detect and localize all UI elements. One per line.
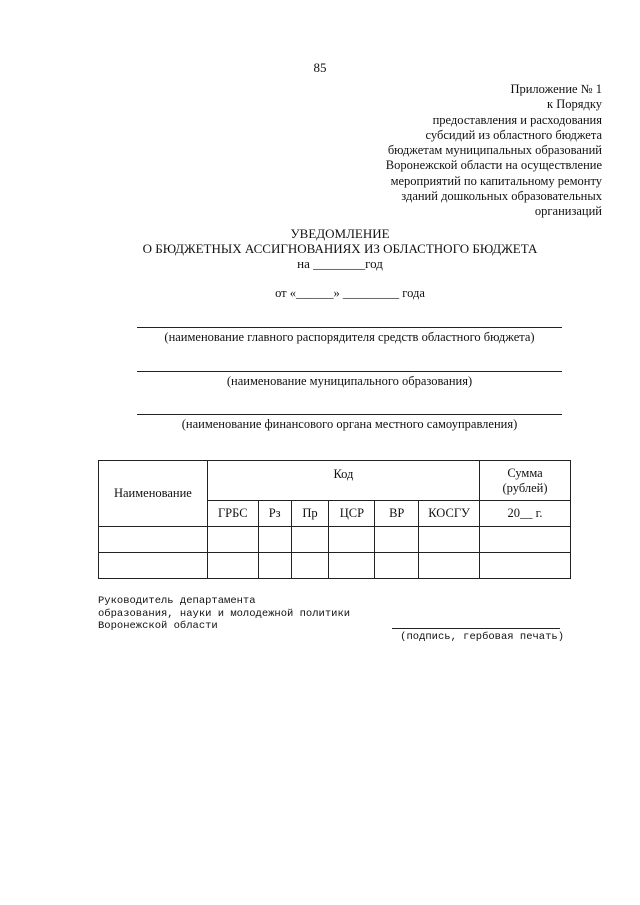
appendix-line: субсидий из областного бюджета (425, 127, 602, 142)
document-title (0, 226, 640, 271)
appendix-line: к Порядку (547, 97, 602, 112)
main-manager-line (137, 327, 562, 328)
table-cell[interactable] (329, 553, 375, 579)
code-column-header: ВР (375, 501, 419, 527)
table-cell[interactable] (99, 527, 208, 553)
header-code-cell: Код (207, 461, 479, 501)
budget-table (98, 460, 571, 579)
signature-block (98, 595, 350, 633)
appendix-line: организаций (534, 204, 602, 219)
code-column-header: ГРБС (207, 501, 258, 527)
sum-year-header: 20__ г. (480, 501, 571, 527)
table-cell[interactable] (258, 527, 291, 553)
municipality-caption: (наименование муниципального образования) (226, 374, 473, 388)
appendix-header (302, 82, 602, 220)
table-cell[interactable] (375, 527, 419, 553)
table-cell[interactable] (207, 527, 258, 553)
table-cell[interactable] (419, 527, 480, 553)
table-cell[interactable] (329, 527, 375, 553)
table-header-row (99, 461, 571, 501)
title-line-year: на ________год (297, 256, 383, 271)
table-cell[interactable] (99, 553, 208, 579)
title-line-subject: О БЮДЖЕТНЫХ АССИГНОВАНИЯХ ИЗ ОБЛАСТНОГО БЮДЖЕТА (142, 241, 538, 256)
financial-body-line (137, 414, 562, 415)
signatory-line: Воронежской области (98, 620, 218, 632)
code-column-header: Рз (258, 501, 291, 527)
table-cell[interactable] (480, 527, 571, 553)
table-cell[interactable] (258, 553, 291, 579)
table-cell[interactable] (291, 527, 329, 553)
table-cell[interactable] (480, 553, 571, 579)
date-line: от «______» _________ года (275, 286, 425, 300)
appendix-line: предоставления и расходования (432, 112, 602, 127)
signature-line (392, 628, 560, 629)
table-cell[interactable] (419, 553, 480, 579)
municipality-line (137, 371, 562, 372)
appendix-line: бюджетам муниципальных образований (387, 143, 602, 158)
appendix-line: Воронежской области на осуществление (385, 158, 602, 173)
header-name-cell: Наименование (99, 461, 208, 527)
table-row (99, 527, 571, 553)
appendix-line: Приложение № 1 (510, 82, 602, 96)
table-cell[interactable] (207, 553, 258, 579)
signature-caption: (подпись, гербовая печать) (400, 631, 564, 643)
appendix-line: зданий дошкольных образовательных (401, 189, 602, 204)
appendix-line: мероприятий по капитальному ремонту (390, 173, 602, 188)
signatory-line: Руководитель департамента (98, 595, 256, 607)
code-column-header: КОСГУ (419, 501, 480, 527)
page-number: 85 (313, 60, 327, 75)
table-cell[interactable] (291, 553, 329, 579)
header-sum-cell: Сумма (рублей) (480, 461, 571, 501)
financial-body-caption: (наименование финансового органа местного самоуправления) (181, 417, 518, 431)
title-line-notification: УВЕДОМЛЕНИЕ (290, 226, 390, 241)
table-cell[interactable] (375, 553, 419, 579)
code-column-header: ЦСР (329, 501, 375, 527)
main-manager-caption: (наименование главного распорядителя средств областного бюджета) (164, 330, 535, 344)
table-row (99, 553, 571, 579)
signatory-line: образования, науки и молодежной политики (98, 607, 351, 620)
code-column-header: Пр (291, 501, 329, 527)
